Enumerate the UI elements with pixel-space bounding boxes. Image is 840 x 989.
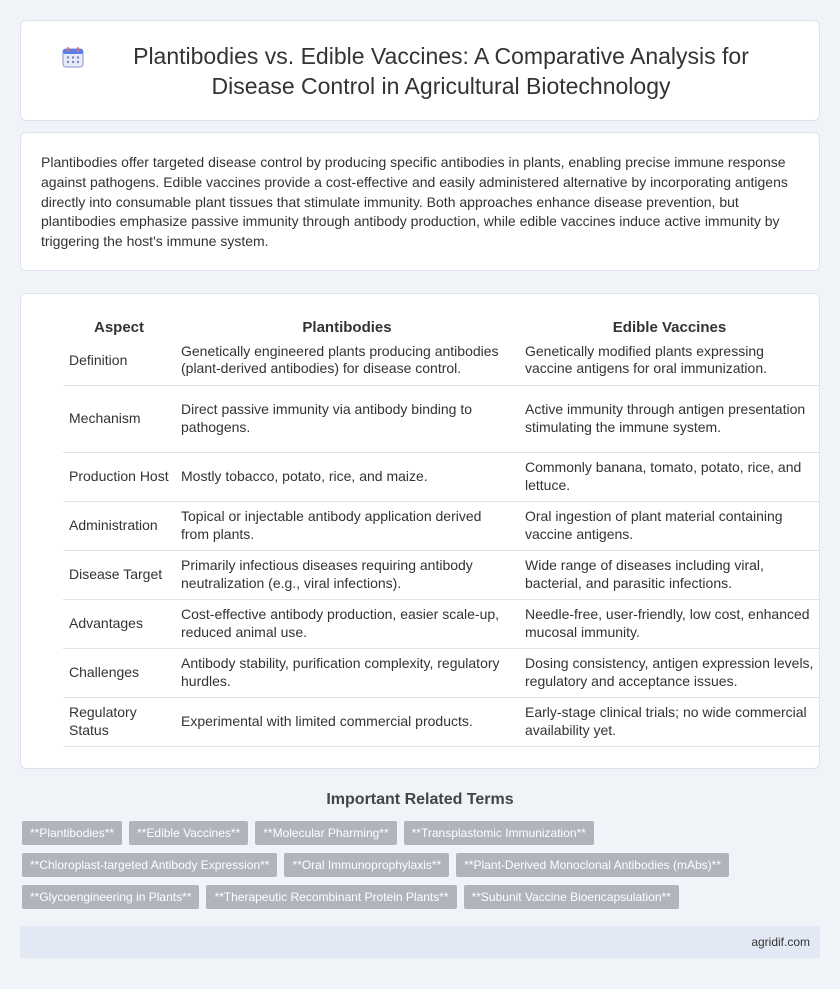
- aspect-cell: Production Host: [63, 452, 175, 501]
- edible-vaccines-cell: Active immunity through antigen presentation stimulating the immune system.: [519, 385, 820, 452]
- table-header-row: [63, 312, 820, 336]
- plantibodies-cell: Experimental with limited commercial products.: [175, 697, 519, 746]
- title-card: [20, 20, 820, 121]
- edible-vaccines-cell: Dosing consistency, antigen expression levels, regulatory and acceptance issues.: [519, 648, 820, 697]
- related-terms-title: Important Related Terms: [326, 791, 514, 808]
- plantibodies-cell: Cost-effective antibody production, easier scale-up, reduced animal use.: [175, 599, 519, 648]
- edible-vaccines-cell: Needle-free, user-friendly, low cost, enhanced mucosal immunity.: [519, 599, 820, 648]
- related-term-tag[interactable]: **Transplastomic Immunization**: [404, 821, 594, 845]
- table-row: [63, 385, 820, 452]
- intro-card: [20, 132, 820, 271]
- calendar-icon: [61, 45, 85, 69]
- footer: [20, 926, 820, 958]
- related-term-tag[interactable]: **Plantibodies**: [22, 821, 122, 845]
- header-plantibodies: Plantibodies: [302, 319, 392, 336]
- intro-paragraph: Plantibodies offer targeted disease control by producing specific antibodies in plants, enabling precise immune response against pathogens. Edible vaccines provide a cost-effective and easily administered alternative by incorporating antigens directly into consumable plant tissues that stimulate immunity. Both approaches enhance disease prevention, but plantibodies emphasize passive immunity through antibody production, while edible vaccines induce active immunity by triggering the host's immune system.: [41, 154, 788, 250]
- aspect-cell: Disease Target: [63, 550, 175, 599]
- table-row: [63, 452, 820, 501]
- plantibodies-cell: Genetically engineered plants producing antibodies (plant-derived antibodies) for disease control.: [175, 336, 519, 385]
- table-row: [63, 501, 820, 550]
- related-terms-list: [22, 821, 822, 917]
- tag-row: [22, 853, 822, 877]
- header-aspect: Aspect: [93, 319, 145, 336]
- table-row: [63, 697, 820, 746]
- aspect-cell: Advantages: [63, 599, 175, 648]
- plantibodies-cell: Direct passive immunity via antibody binding to pathogens.: [175, 385, 519, 452]
- edible-vaccines-cell: Commonly banana, tomato, potato, rice, and lettuce.: [519, 452, 820, 501]
- plantibodies-cell: Primarily infectious diseases requiring antibody neutralization (e.g., viral infections).: [175, 550, 519, 599]
- comparison-card: [20, 293, 820, 769]
- edible-vaccines-cell: Wide range of diseases including viral, bacterial, and parasitic infections.: [519, 550, 820, 599]
- plantibodies-cell: Mostly tobacco, potato, rice, and maize.: [175, 452, 519, 501]
- related-term-tag[interactable]: **Oral Immunoprophylaxis**: [284, 853, 449, 877]
- aspect-cell: Administration: [63, 501, 175, 550]
- edible-vaccines-cell: Genetically modified plants expressing vaccine antigens for oral immunization.: [519, 336, 820, 385]
- table-row: [63, 599, 820, 648]
- comparison-table: [63, 312, 820, 747]
- header-edible-vaccines: Edible Vaccines: [612, 319, 727, 336]
- related-term-tag[interactable]: **Chloroplast-targeted Antibody Expression**: [22, 853, 277, 877]
- related-term-tag[interactable]: **Molecular Pharming**: [255, 821, 396, 845]
- table-row: [63, 550, 820, 599]
- related-term-tag[interactable]: **Edible Vaccines**: [129, 821, 248, 845]
- plantibodies-cell: Antibody stability, purification complexity, regulatory hurdles.: [175, 648, 519, 697]
- related-term-tag[interactable]: **Therapeutic Recombinant Protein Plants**: [206, 885, 456, 909]
- related-term-tag[interactable]: **Subunit Vaccine Bioencapsulation**: [464, 885, 679, 909]
- aspect-cell: Challenges: [63, 648, 175, 697]
- edible-vaccines-cell: Oral ingestion of plant material containing vaccine antigens.: [519, 501, 820, 550]
- aspect-cell: Definition: [63, 336, 175, 385]
- related-term-tag[interactable]: **Plant-Derived Monoclonal Antibodies (mAbs)**: [456, 853, 729, 877]
- page-title: Plantibodies vs. Edible Vaccines: A Comparative Analysis for Disease Control in Agricultural Biotechnology: [133, 42, 749, 99]
- plantibodies-cell: Topical or injectable antibody application derived from plants.: [175, 501, 519, 550]
- edible-vaccines-cell: Early-stage clinical trials; no wide commercial availability yet.: [519, 697, 820, 746]
- aspect-cell: Regulatory Status: [63, 697, 175, 746]
- table-row: [63, 336, 820, 385]
- related-term-tag[interactable]: **Glycoengineering in Plants**: [22, 885, 199, 909]
- tag-row: [22, 885, 822, 909]
- tag-row: [22, 821, 822, 845]
- aspect-cell: Mechanism: [63, 385, 175, 452]
- table-row: [63, 648, 820, 697]
- footer-site-link[interactable]: agridif.com: [751, 935, 810, 949]
